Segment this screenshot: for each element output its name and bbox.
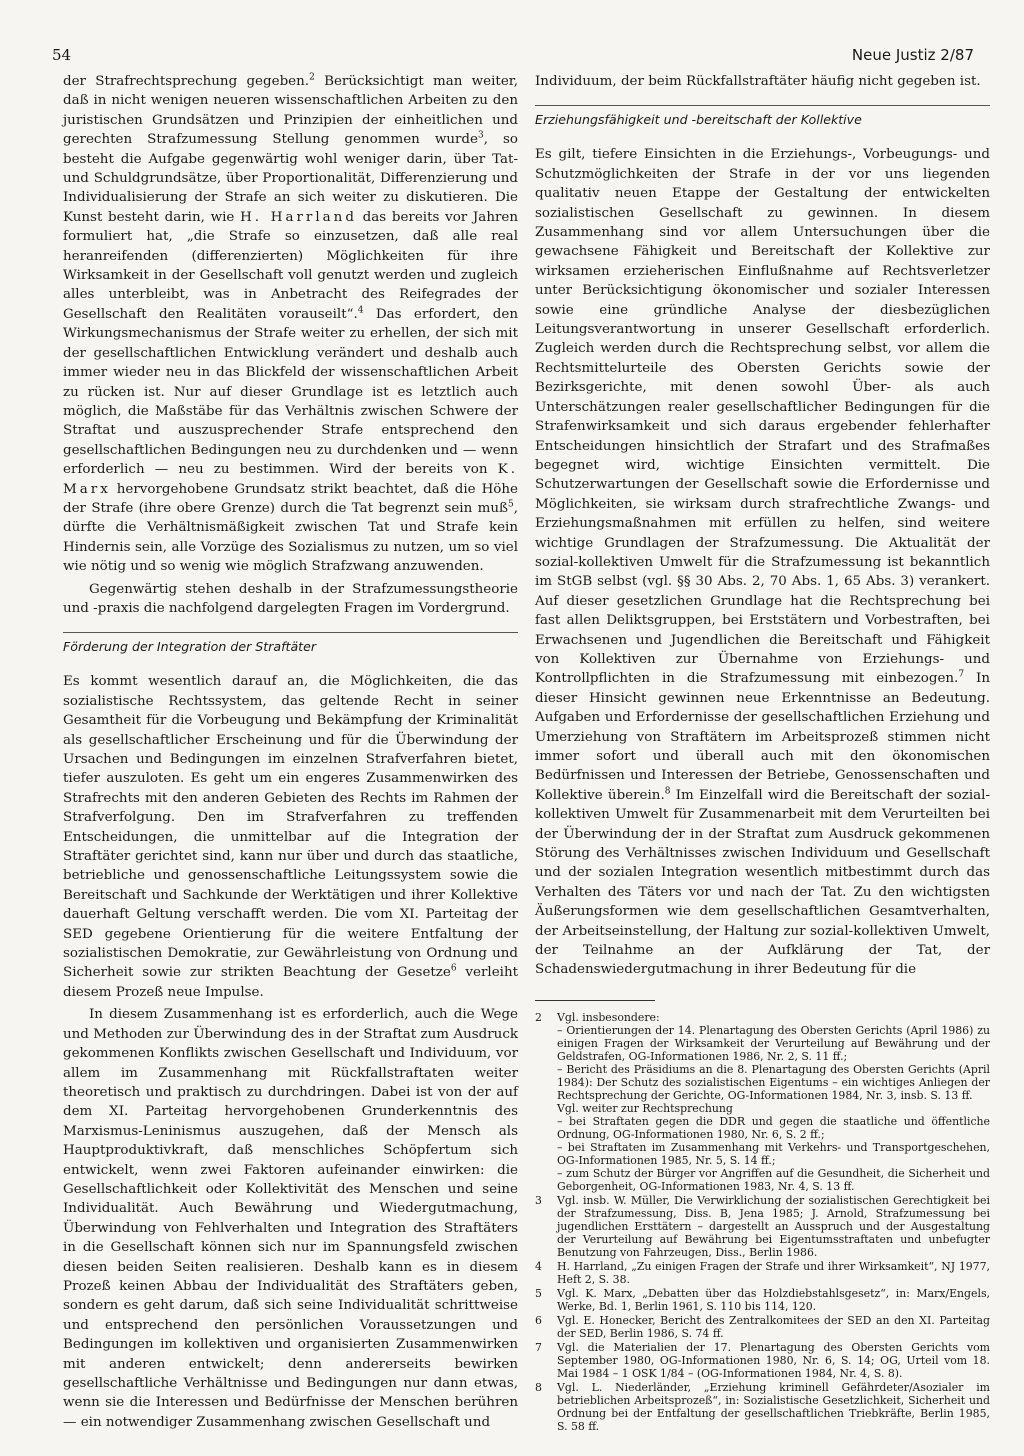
author-name: K. Marx <box>63 462 518 497</box>
footnote-ref[interactable]: 2 <box>309 72 315 83</box>
text: Es gilt, tiefere Einsichten in die Erziehungs-, Vorbeugungs- und Schutzmöglichkeiten der Strafe in der vor uns liegenden qualitativ neuen Etappe der Gestaltung der entwickelten sozialistischen Gesellschaft zu gewinnen. In diesem Zusammenhang sind vor allem Untersuchungen über die gewachsene Fähigkeit und Bereitschaft der Kollektive zur wirksamen erzieherischen Einflußnahme auf Rechtsverletzer unter Berücksichtigung ökonomischer und sozialer Interessen sowie eine gründliche Analyse der diesbezüglichen Leitungsverantwortung in unserer Gesellschaft erforderlich. Zugleich werden durch die Rechtsprechung selbst, vor allem die Rechtsmittelurteile des Obersten Gerichts sowie der Bezirksgerichte, mit denen sowohl Über- als auch Unterschätzungen realer gesellschaftlicher Bedingungen für die Strafenwirksamkeit und sich daraus ergebender fehlerhafter Entscheidungen hinsichtlich der Strafart und des Strafmaßes begegnet wird, wichtige Einsichten vermittelt. Die Schutzerwartungen der Gesellschaft sowie die Erfordernisse und Möglichkeiten, sie wirksam durch strafrechtliche Zwangs- und Erziehungsmaßnahmen mit erfüllen zu helfen, sind weitere wichtige Grundlagen der Strafzumessung. Die Aktualität der sozial-kollektiven Umwelt für die Strafzumessung ist bekanntlich im StGB selbst (vgl. §§ 30 Abs. 2, 70 Abs. 1, 65 Abs. 3) verankert. Auf dieser gesetzlichen Grundlage hat die Rechtsprechung bei fast allen Deliktsgruppen, bei Erststätern und Vorbestraften, bei Erwachsenen und Jugendlichen die Bereitschaft und Fähigkeit von Kollektiven zur Übernahme von Erziehungs- und Kontrollpflichten in die Strafzumessung mit einbezogen. <box>535 147 990 687</box>
text: das bereits vor Jahren formuliert hat, „die Strafe so einzusetzen, daß alle real heranreifenden (differenzierten) Möglichkeiten für ihre Wirksamkeit in der Gesellschaft voll genutzt werden und zugleich alles unterbleibt, was in Anbetracht des Reifegrades der Gesellschaft den Realitäten vorauseilt“. <box>63 209 519 322</box>
footnote-7 <box>535 1341 990 1380</box>
footnote-text: Vgl. E. Honecker, Bericht des Zentralkomitees der SED an den XI. Parteitag der SED, Berlin 1986, S. 74 ff. <box>557 1313 990 1340</box>
footnote-line: – Orientierungen der 14. Plenartagung des Obersten Gerichts (April 1986) zu einigen Fragen der Wirksamkeit der Verurteilung auf Bewährung und der Geldstrafen, OG-Informationen 1986, Nr. 2, S. 11 ff.; <box>557 1023 990 1063</box>
footnote-number: 2 <box>535 1010 542 1024</box>
text: Im Einzelfall wird die Bereitschaft der sozial-kollektiven Umwelt für Zusammenarbeit mit dem Verurteilten bei der Überwindung der in der Straftat zum Ausdruck gekommenen Störung des Verhältnisses zwischen Individuum und Gesellschaft und der sozialen Integration wesentlich mitbestimmt durch das Verhalten des Täters vor und nach der Tat. Zu den wichtigsten Äußerungsformen wie dem gesellschaftlichen Gesamtverhalten, der Arbeitseinstellung, der Haltung zur sozial-kollektiven Umwelt, der Teilnahme an der Aufklärung der Tat, der Schadenswiedergutmachung in ihrer Bedeutung für die <box>535 787 990 978</box>
footnote-ref[interactable]: 4 <box>357 305 364 316</box>
footnote-ref[interactable]: 6 <box>450 963 457 974</box>
paragraph-intro <box>63 72 518 577</box>
footnote-number: 5 <box>535 1286 542 1300</box>
text: der Strafrechtsprechung gegeben. <box>63 74 310 89</box>
text: hervorgehobene Grundsatz strikt beachtet, daß die Höhe der Strafe (ihre obere Grenze) durch die Tat begrenzt sein muß <box>63 481 518 516</box>
footnote-ref[interactable]: 3 <box>477 130 484 141</box>
footnote-line: Vgl. insbesondere: <box>557 1010 660 1024</box>
footnote-8 <box>535 1381 990 1433</box>
footnote-6 <box>535 1314 990 1340</box>
text: Es kommt wesentlich darauf an, die Möglichkeiten, die das sozialistische Rechtssystem, das geltende Recht in seiner Gesamtheit für die Vorbeugung und Bekämpfung der Kriminalität als gesellschaftlicher Erscheinung und für die Überwindung der Ursachen und Bedingungen im einzelnen Strafverfahren bietet, tiefer auszuloten. Es geht um ein engeres Zusammenwirken des Strafrechts mit den anderen Gebieten des Rechts im Rahmen der Strafverfolgung. Den im Strafverfahren zu treffenden Entscheidungen, die unmittelbar auf die Integration der Straftäter gerichtet sind, kann nur über und durch das staatliche, betriebliche und genossenschaftliche Leitungssystem sowie die Bereitschaft und Sachkunde der Werktätigen und ihrer Kollektive dauerhaft Geltung verschafft werden. Die vom XI. Parteitag der SED gegebene Orientierung für die weitere Entfaltung der sozialistischen Demokratie, zur Gewährleistung von Ordnung und Sicherheit sowie zur strikten Beachtung der Gesetze <box>63 674 518 981</box>
footnote-ref[interactable]: 5 <box>507 499 514 510</box>
paragraph-conflict: In diesem Zusammenhang ist es erforderlich, auch die Wege und Methoden zur Überwindung des in der Straftat zum Ausdruck gekommenen Konflikts zwischen Gesellschaft und Individuum, vor allem im Zusammenhang mit Rückfallstraftaten weiter theoretisch und praktisch zu durchdringen. Dabei ist von der auf dem XI. Parteitag hervorgehobenen Grunderkenntnis des Marxismus-Leninismus auszugehen, daß der Mensch als Hauptproduktivkraft, daß menschliches Schöpfertum sich entwickelt, wenn zwei Faktoren aufeinander einwirken: die Gesellschaftlichkeit oder Kollektivität des Menschen und seine Individualität. Auch Bewährung und Wiedergutmachung, Überwindung von Fehlverhalten und Integration des Straftäters in die Gesellschaft können sich nur im Spannungsfeld zwischen diesen beiden Seiten realisieren. Deshalb kann es in diesem Prozeß keinen Abbau der Individualität des Straftäters geben, sondern es geht darum, daß sich seine Individualität schrittweise und entsprechend den persönlichen Voraussetzungen und Bedingungen im kollektiven und organisierten Zusammenwirken mit anderen entwickelt; denn andererseits bewirken gesellschaftliche Verhältnisse und Bedingungen nur dann etwas, wenn sie die Interessen und Bedürfnisse der Menschen berühren — ein notwendiger Zusammenhang zwischen Gesellschaft und <box>63 1007 518 1430</box>
text: In dieser Hinsicht gewinnen neue Erkenntnisse an Bedeutung. Aufgaben und Erfordernisse der gesellschaftlichen Erziehung und Umerziehung von Straftätern im Arbeitsprozeß stimmen nicht immer sofort und überall auch mit den ökonomischen Bedürfnissen und Interessen der Betriebe, Genossenschaften und Kollektive überein. <box>535 671 990 803</box>
footnote-ref[interactable]: 8 <box>664 786 671 797</box>
footnote-5 <box>535 1287 990 1313</box>
footnote-number: 6 <box>535 1313 542 1327</box>
text: , dürfte die Verhältnismäßigkeit zwischen Tat und Strafe kein Hindernis sein, alle Vorzüge des Sozialismus zu nutzen, um so viel wie nötig und so wenig wie möglich Strafzwang anzuwenden. <box>63 500 518 575</box>
footnote-line: – bei Straftaten gegen die DDR und gegen die staatliche und öffentliche Ordnung, OG-Informationen 1980, Nr. 6, S. 2 ff.; <box>557 1114 990 1141</box>
text: , so besteht die Aufgabe gegenwärtig wohl weniger darin, über Tat- und Schuldgrundsätze, über Proportionalität, Differenzierung und Individualisierung der Strafe an sich weiter zu diskutieren. Die Kunst besteht darin, wie <box>63 132 519 225</box>
left-column <box>63 72 518 1432</box>
footnote-number: 8 <box>535 1380 542 1394</box>
footnotes <box>535 1011 990 1433</box>
footnote-text: Vgl. insb. W. Müller, Die Verwirklichung der sozialistischen Gerechtigkeit bei der Strafzumessung, Diss. B, Jena 1985; J. Arnold, Strafzumessung bei jugendlichen Ersttätern – dargestellt an Ausspruch und der Ausgestaltung der Verurteilung auf Bewährung bei Eigentumsstraftaten und unbefugter Benutzung von Fahrzeugen, Diss., Berlin 1986. <box>557 1193 990 1259</box>
footnote-line: – zum Schutz der Bürger vor Angriffen auf die Gesundheit, die Sicherheit und Geborgenheit, OG-Informationen 1983, Nr. 4, S. 13 ff. <box>557 1166 990 1193</box>
footnote-2 <box>535 1011 990 1193</box>
text: Berücksichtigt man weiter, daß in nicht wenigen neueren wissenschaftlichen Arbeiten zu den juristischen Grundsätzen und Prinzipien der einheitlichen und gerechten Strafzumessung Stellung genommen wurde <box>63 74 518 148</box>
footnote-text: Vgl. K. Marx, „Debatten über das Holzdiebstahlsgesetz“, in: Marx/Engels, Werke, Bd. 1, Berlin 1961, S. 110 bis 114, 120. <box>557 1286 990 1313</box>
footnote-line: Vgl. weiter zur Rechtsprechung <box>557 1101 733 1115</box>
paragraph-current-questions: Gegenwärtig stehen deshalb in der Strafzumessungstheorie und -praxis die nachfolgend dargelegten Fragen im Vordergrund. <box>63 581 518 616</box>
page-number: 54 <box>52 46 72 64</box>
footnote-ref[interactable]: 7 <box>958 669 965 680</box>
section-heading-collectives: Erziehungsfähigkeit und -bereitschaft der Kollektive <box>535 105 990 133</box>
footnote-number: 7 <box>535 1340 542 1354</box>
text: verleiht diesem Prozeß neue Impulse. <box>63 965 519 1000</box>
footnote-3 <box>535 1194 990 1259</box>
paragraph-integration <box>63 672 518 1002</box>
right-column <box>535 72 990 1434</box>
footnote-divider <box>535 1000 655 1001</box>
footnote-text: Vgl. L. Niederländer, „Erziehung kriminell Gefährdeter/Asozialer im betrieblichen Arbeitsprozeß“, in: Sozialistische Gesetzlichkeit, Sicherheit und Ordnung bei der Entfaltung der gesellschaftlichen Triebkräfte, Berlin 1985, S. 58 ff. <box>557 1380 990 1433</box>
footnote-text <box>557 1011 990 1193</box>
footnote-4 <box>535 1260 990 1286</box>
text: Das erfordert, den Wirkungsmechanismus der Strafe weiter zu erhellen, der sich mit der gesellschaftlichen Entwicklung verändert und deshalb auch immer wieder neu in das Blickfeld der wissenschaftlichen Arbeit zu rücken ist. Nur auf dieser Grundlage ist es letztlich auch möglich, die Maßstäbe für das Verhältnis zwischen Schwere der Straftat und auszusprechender Strafe entsprechend den gesellschaftlichen Bedingungen neu zu durchdenken und — wenn erforderlich — neu zu bestimmen. Wird der bereits von <box>63 306 519 478</box>
paragraph-continuation: Individuum, der beim Rückfallstraftäter häufig nicht gegeben ist. <box>535 74 981 89</box>
footnote-text: H. Harrland, „Zu einigen Fragen der Strafe und ihrer Wirksamkeit“, NJ 1977, Heft 2, S. 38. <box>557 1259 990 1286</box>
footnote-number: 4 <box>535 1259 542 1273</box>
paragraph-collectives <box>535 145 990 979</box>
footnote-number: 3 <box>535 1193 542 1207</box>
footnote-text: Vgl. die Materialien der 17. Plenartagung des Obersten Gerichts vom September 1980, OG-Informationen 1980, Nr. 6, S. 14; OG, Urteil vom 18. Mai 1984 – 1 OSK 1/84 – (OG-Informationen 1984, Nr. 4, S. 8). <box>557 1340 990 1380</box>
footnote-line: – Bericht des Präsidiums an die 8. Plenartagung des Obersten Gerichts (April 1984): Der Schutz des sozialistischen Eigentums – ein wichtiges Anliegen der Rechtsprechung der Gerichte, OG-Informationen 1984, Nr. 3, insb. S. 13 ff. <box>557 1062 990 1102</box>
author-name: H. Harrland <box>240 209 357 225</box>
journal-reference: Neue Justiz 2/87 <box>851 46 974 64</box>
section-heading-integration: Förderung der Integration der Straftäter <box>63 632 518 660</box>
footnote-line: – bei Straftaten im Zusammenhang mit Verkehrs- und Transportgeschehen, OG-Informationen 1985, Nr. 5, S. 14 ff.; <box>557 1140 990 1167</box>
